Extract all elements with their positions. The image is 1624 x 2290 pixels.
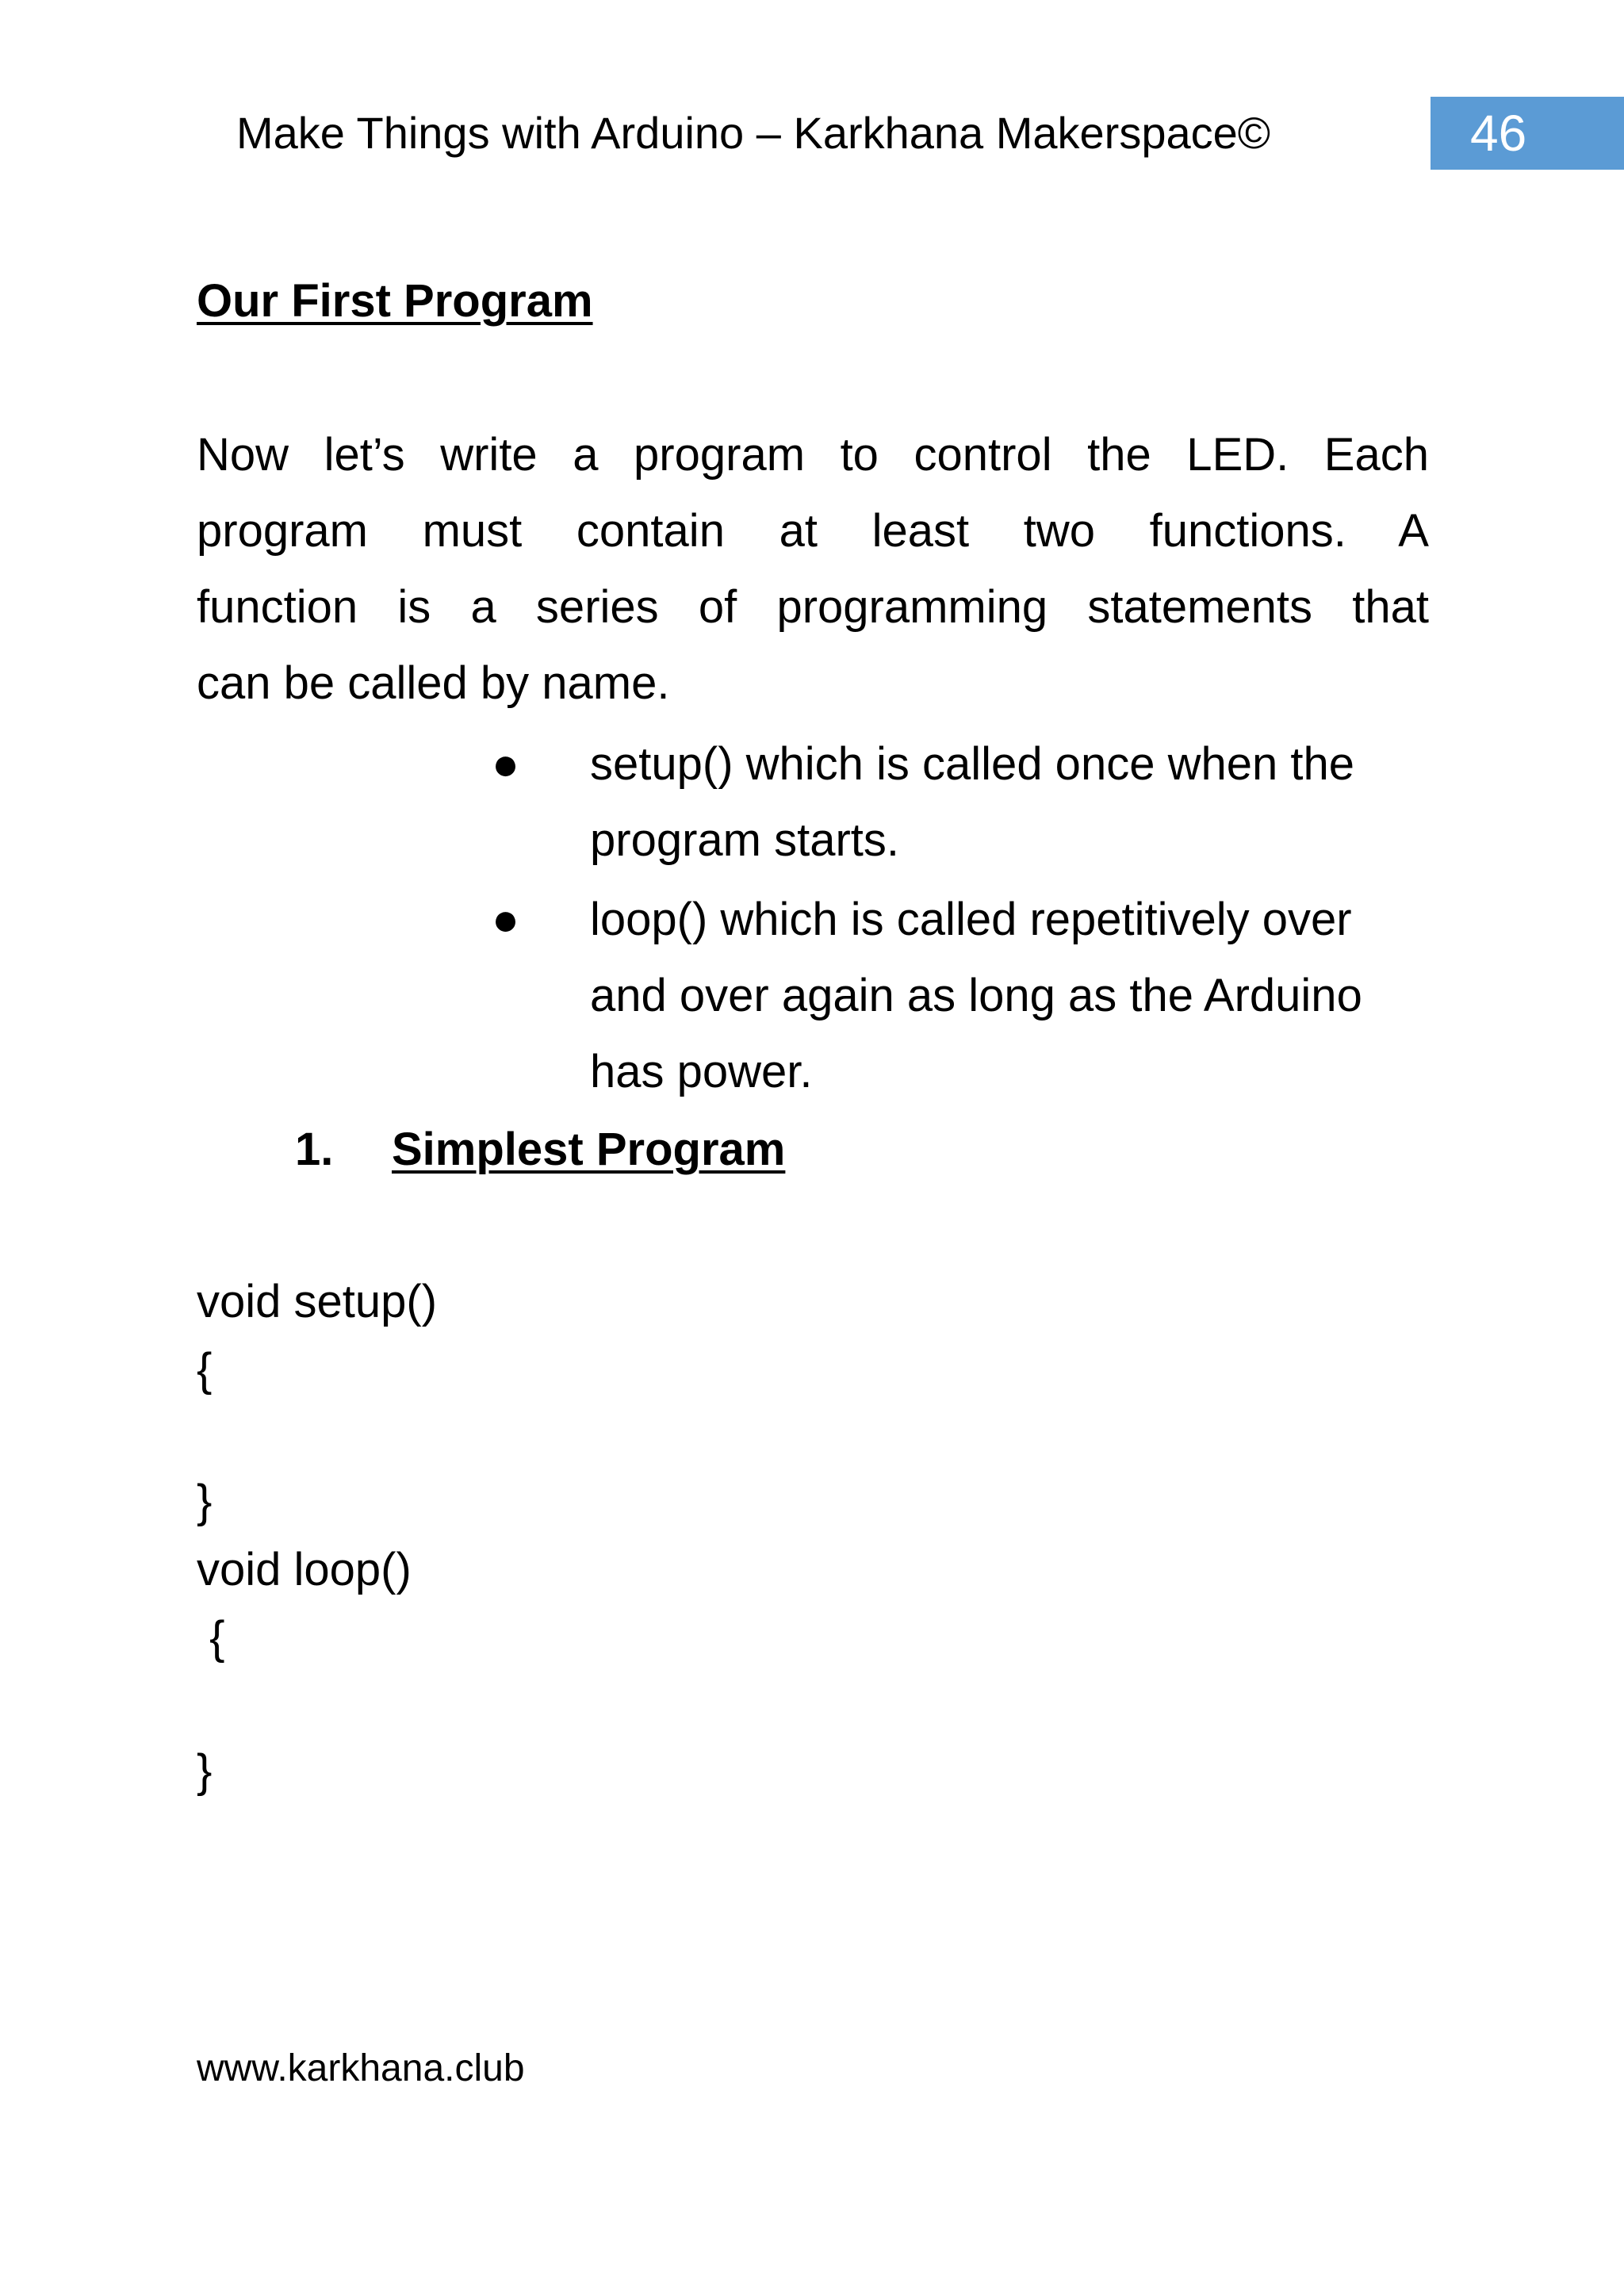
bullet-icon: ● bbox=[492, 738, 520, 790]
list-number: 1. bbox=[295, 1124, 334, 1175]
running-header-title: Make Things with Arduino – Karkhana Makerspace© bbox=[236, 108, 1271, 158]
code-line: } bbox=[197, 1745, 213, 1797]
code-line: void loop() bbox=[197, 1544, 412, 1595]
bullet-text-line: and over again as long as the Arduino bbox=[590, 970, 1362, 1021]
paragraph-line: function is a series of programming statements that bbox=[197, 581, 1429, 633]
code-line: { bbox=[197, 1344, 213, 1396]
code-line: { bbox=[197, 1612, 225, 1664]
paragraph-line: Now let’s write a program to control the LED. Each bbox=[197, 429, 1429, 481]
code-line: } bbox=[197, 1476, 213, 1527]
paragraph-line: program must contain at least two functions. A bbox=[197, 505, 1429, 557]
bullet-icon: ● bbox=[492, 894, 520, 945]
footer-url: www.karkhana.club bbox=[197, 2047, 525, 2089]
bullet-text-line: has power. bbox=[590, 1046, 813, 1097]
bullet-text-line: setup() which is called once when the bbox=[590, 738, 1354, 790]
paragraph-line: can be called by name. bbox=[197, 657, 670, 709]
bullet-text-line: loop() which is called repetitively over bbox=[590, 894, 1352, 945]
subsection-heading: Simplest Program bbox=[392, 1124, 786, 1175]
code-line: void setup() bbox=[197, 1276, 438, 1327]
bullet-text-line: program starts. bbox=[590, 814, 899, 866]
page-number: 46 bbox=[1470, 105, 1527, 162]
page-number-badge bbox=[1431, 97, 1624, 170]
section-heading: Our First Program bbox=[197, 275, 593, 327]
